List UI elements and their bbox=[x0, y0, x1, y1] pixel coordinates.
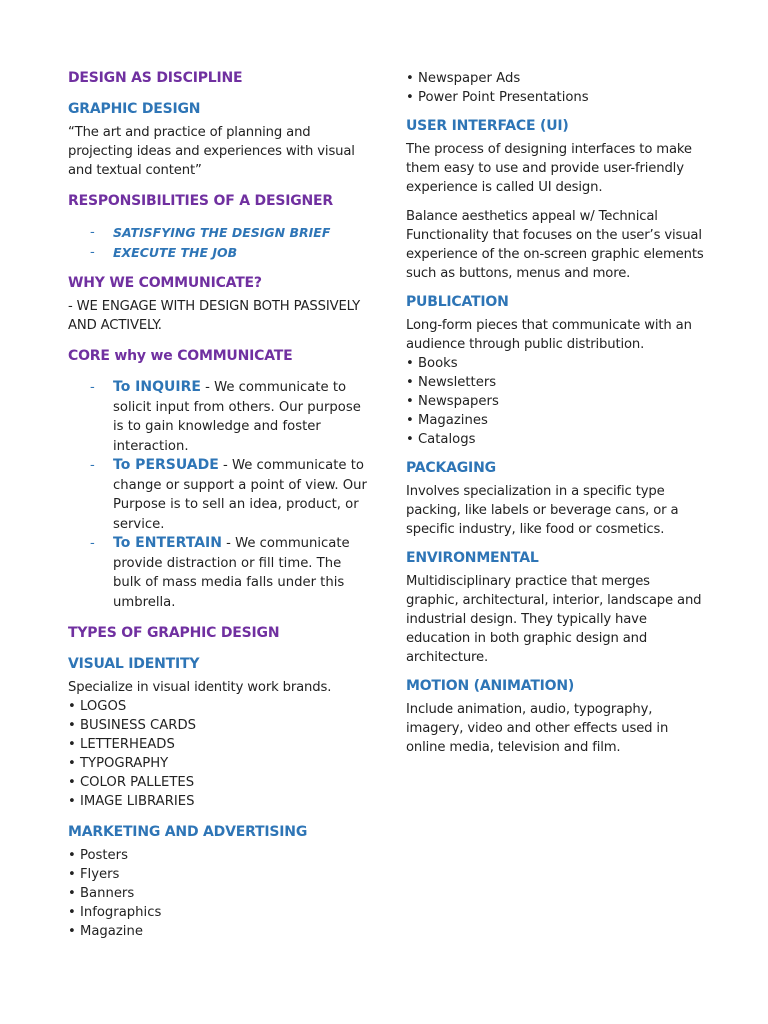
dash-marker: - bbox=[90, 244, 95, 260]
core-item-lead: To PERSUADE bbox=[113, 457, 219, 473]
responsibilities-list bbox=[68, 223, 368, 262]
list-item: • TYPOGRAPHY bbox=[68, 756, 169, 771]
list-item: • IMAGE LIBRARIES bbox=[68, 794, 195, 809]
list-item: • COLOR PALLETES bbox=[68, 775, 195, 790]
list-item: • Newspaper Ads bbox=[406, 71, 521, 86]
responsibility-text: EXECUTE THE JOB bbox=[113, 244, 238, 260]
marketing-heading: MARKETING AND ADVERTISING bbox=[68, 824, 308, 840]
core-item-body bbox=[113, 456, 368, 534]
core-item-lead: To ENTERTAIN bbox=[113, 535, 222, 551]
marketing-list-continued bbox=[406, 69, 706, 107]
list-item: • Banners bbox=[68, 886, 135, 901]
list-item: • LOGOS bbox=[68, 699, 127, 714]
visual-identity-heading: VISUAL IDENTITY bbox=[68, 656, 200, 672]
list-item bbox=[90, 223, 368, 243]
why-communicate-heading: WHY WE COMMUNICATE? bbox=[68, 275, 262, 291]
responsibility-text: SATISFYING THE DESIGN BRIEF bbox=[113, 225, 331, 240]
packaging-text: Involves specialization in a specific type packing, like labels or beverage cans, or a specific industry, like food or cosmetics. bbox=[406, 484, 679, 537]
graphic-design-quote: “The art and practice of planning and projecting ideas and experiences with visual and textual content” bbox=[68, 125, 355, 178]
list-item: • Infographics bbox=[68, 905, 162, 920]
visual-identity-text: Specialize in visual identity work brands. bbox=[68, 680, 332, 695]
left-column bbox=[68, 69, 368, 941]
core-item-body bbox=[113, 378, 368, 456]
core-heading: CORE why we COMMUNICATE bbox=[68, 348, 293, 364]
core-list bbox=[68, 378, 368, 612]
list-item: • Newspapers bbox=[406, 394, 499, 409]
list-item: • BUSINESS CARDS bbox=[68, 718, 196, 733]
dash-marker: - bbox=[90, 458, 95, 473]
list-item: • Flyers bbox=[68, 867, 120, 882]
list-item: • Power Point Presentations bbox=[406, 90, 589, 105]
visual-identity-list bbox=[68, 697, 368, 811]
list-item: • Posters bbox=[68, 848, 128, 863]
list-item: • Books bbox=[406, 356, 458, 371]
list-item: • Magazine bbox=[68, 924, 143, 939]
list-item: • Catalogs bbox=[406, 432, 476, 447]
responsibilities-heading: RESPONSIBILITIES OF A DESIGNER bbox=[68, 193, 333, 209]
core-item-text: - We communicate provide distraction or fill time. The bulk of mass media falls under this umbrella. bbox=[113, 536, 350, 610]
publication-text: Long-form pieces that communicate with an audience through public distribution. bbox=[406, 318, 692, 352]
list-item: • Newsletters bbox=[406, 375, 497, 390]
why-communicate-text: - WE ENGAGE WITH DESIGN BOTH PASSIVELY AND ACTIVELY. bbox=[68, 299, 361, 333]
list-item bbox=[90, 243, 368, 263]
core-item-body bbox=[113, 534, 368, 612]
dash-marker: - bbox=[90, 380, 95, 395]
list-item: • Magazines bbox=[406, 413, 488, 428]
publication-list bbox=[406, 354, 706, 449]
core-item-text: - We communicate to change or support a point of view. Our Purpose is to sell an idea, product, or service. bbox=[113, 458, 367, 532]
right-column bbox=[406, 69, 706, 757]
environmental-heading: ENVIRONMENTAL bbox=[406, 550, 539, 566]
ui-text-1: The process of designing interfaces to make them easy to use and provide user-friendly experience is called UI design. bbox=[406, 142, 692, 195]
list-item bbox=[90, 534, 368, 612]
types-heading: TYPES OF GRAPHIC DESIGN bbox=[68, 625, 280, 641]
list-item bbox=[90, 378, 368, 456]
list-item bbox=[90, 456, 368, 534]
motion-heading: MOTION (ANIMATION) bbox=[406, 678, 575, 694]
design-as-discipline-heading: DESIGN AS DISCIPLINE bbox=[68, 70, 243, 86]
core-item-text: - We communicate to solicit input from others. Our purpose is to gain knowledge and foster interaction. bbox=[113, 380, 361, 454]
ui-text-2: Balance aesthetics appeal w/ Technical Functionality that focuses on the user’s visual experience of the on-screen graphic elements such as buttons, menus and more. bbox=[406, 209, 704, 281]
core-item-lead: To INQUIRE bbox=[113, 379, 201, 395]
packaging-heading: PACKAGING bbox=[406, 460, 496, 476]
dash-marker: - bbox=[90, 225, 95, 240]
environmental-text: Multidisciplinary practice that merges graphic, architectural, interior, landscape and industrial design. They typically have education in both graphic design and architecture. bbox=[406, 574, 702, 665]
dash-marker: - bbox=[90, 536, 95, 551]
graphic-design-heading: GRAPHIC DESIGN bbox=[68, 101, 201, 117]
marketing-list bbox=[68, 846, 368, 941]
publication-heading: PUBLICATION bbox=[406, 294, 509, 310]
ui-heading: USER INTERFACE (UI) bbox=[406, 118, 569, 134]
motion-text: Include animation, audio, typography, imagery, video and other effects used in online media, television and film. bbox=[406, 702, 669, 755]
list-item: • LETTERHEADS bbox=[68, 737, 175, 752]
